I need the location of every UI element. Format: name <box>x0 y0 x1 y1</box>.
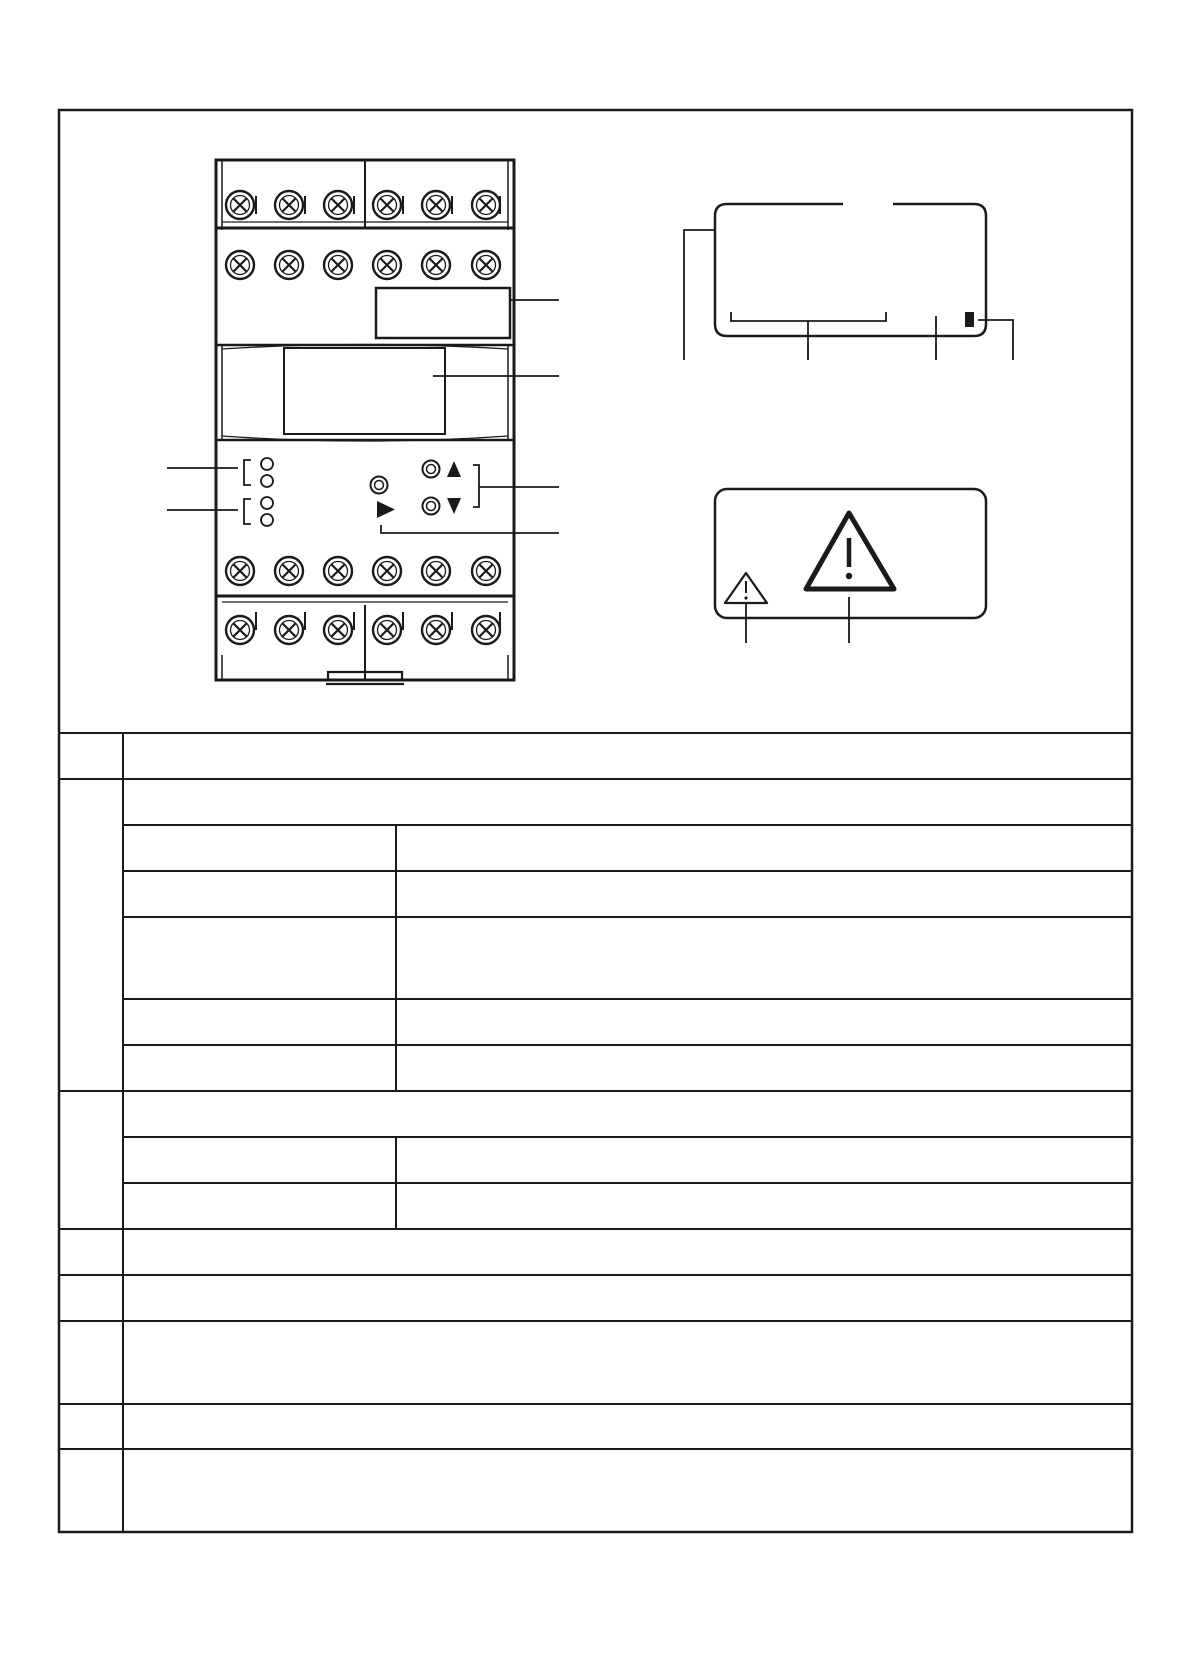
led-2 <box>261 475 273 487</box>
led-3 <box>261 497 273 509</box>
display-cursor-block <box>965 312 974 327</box>
led-1 <box>261 458 273 470</box>
led-4 <box>261 514 273 526</box>
